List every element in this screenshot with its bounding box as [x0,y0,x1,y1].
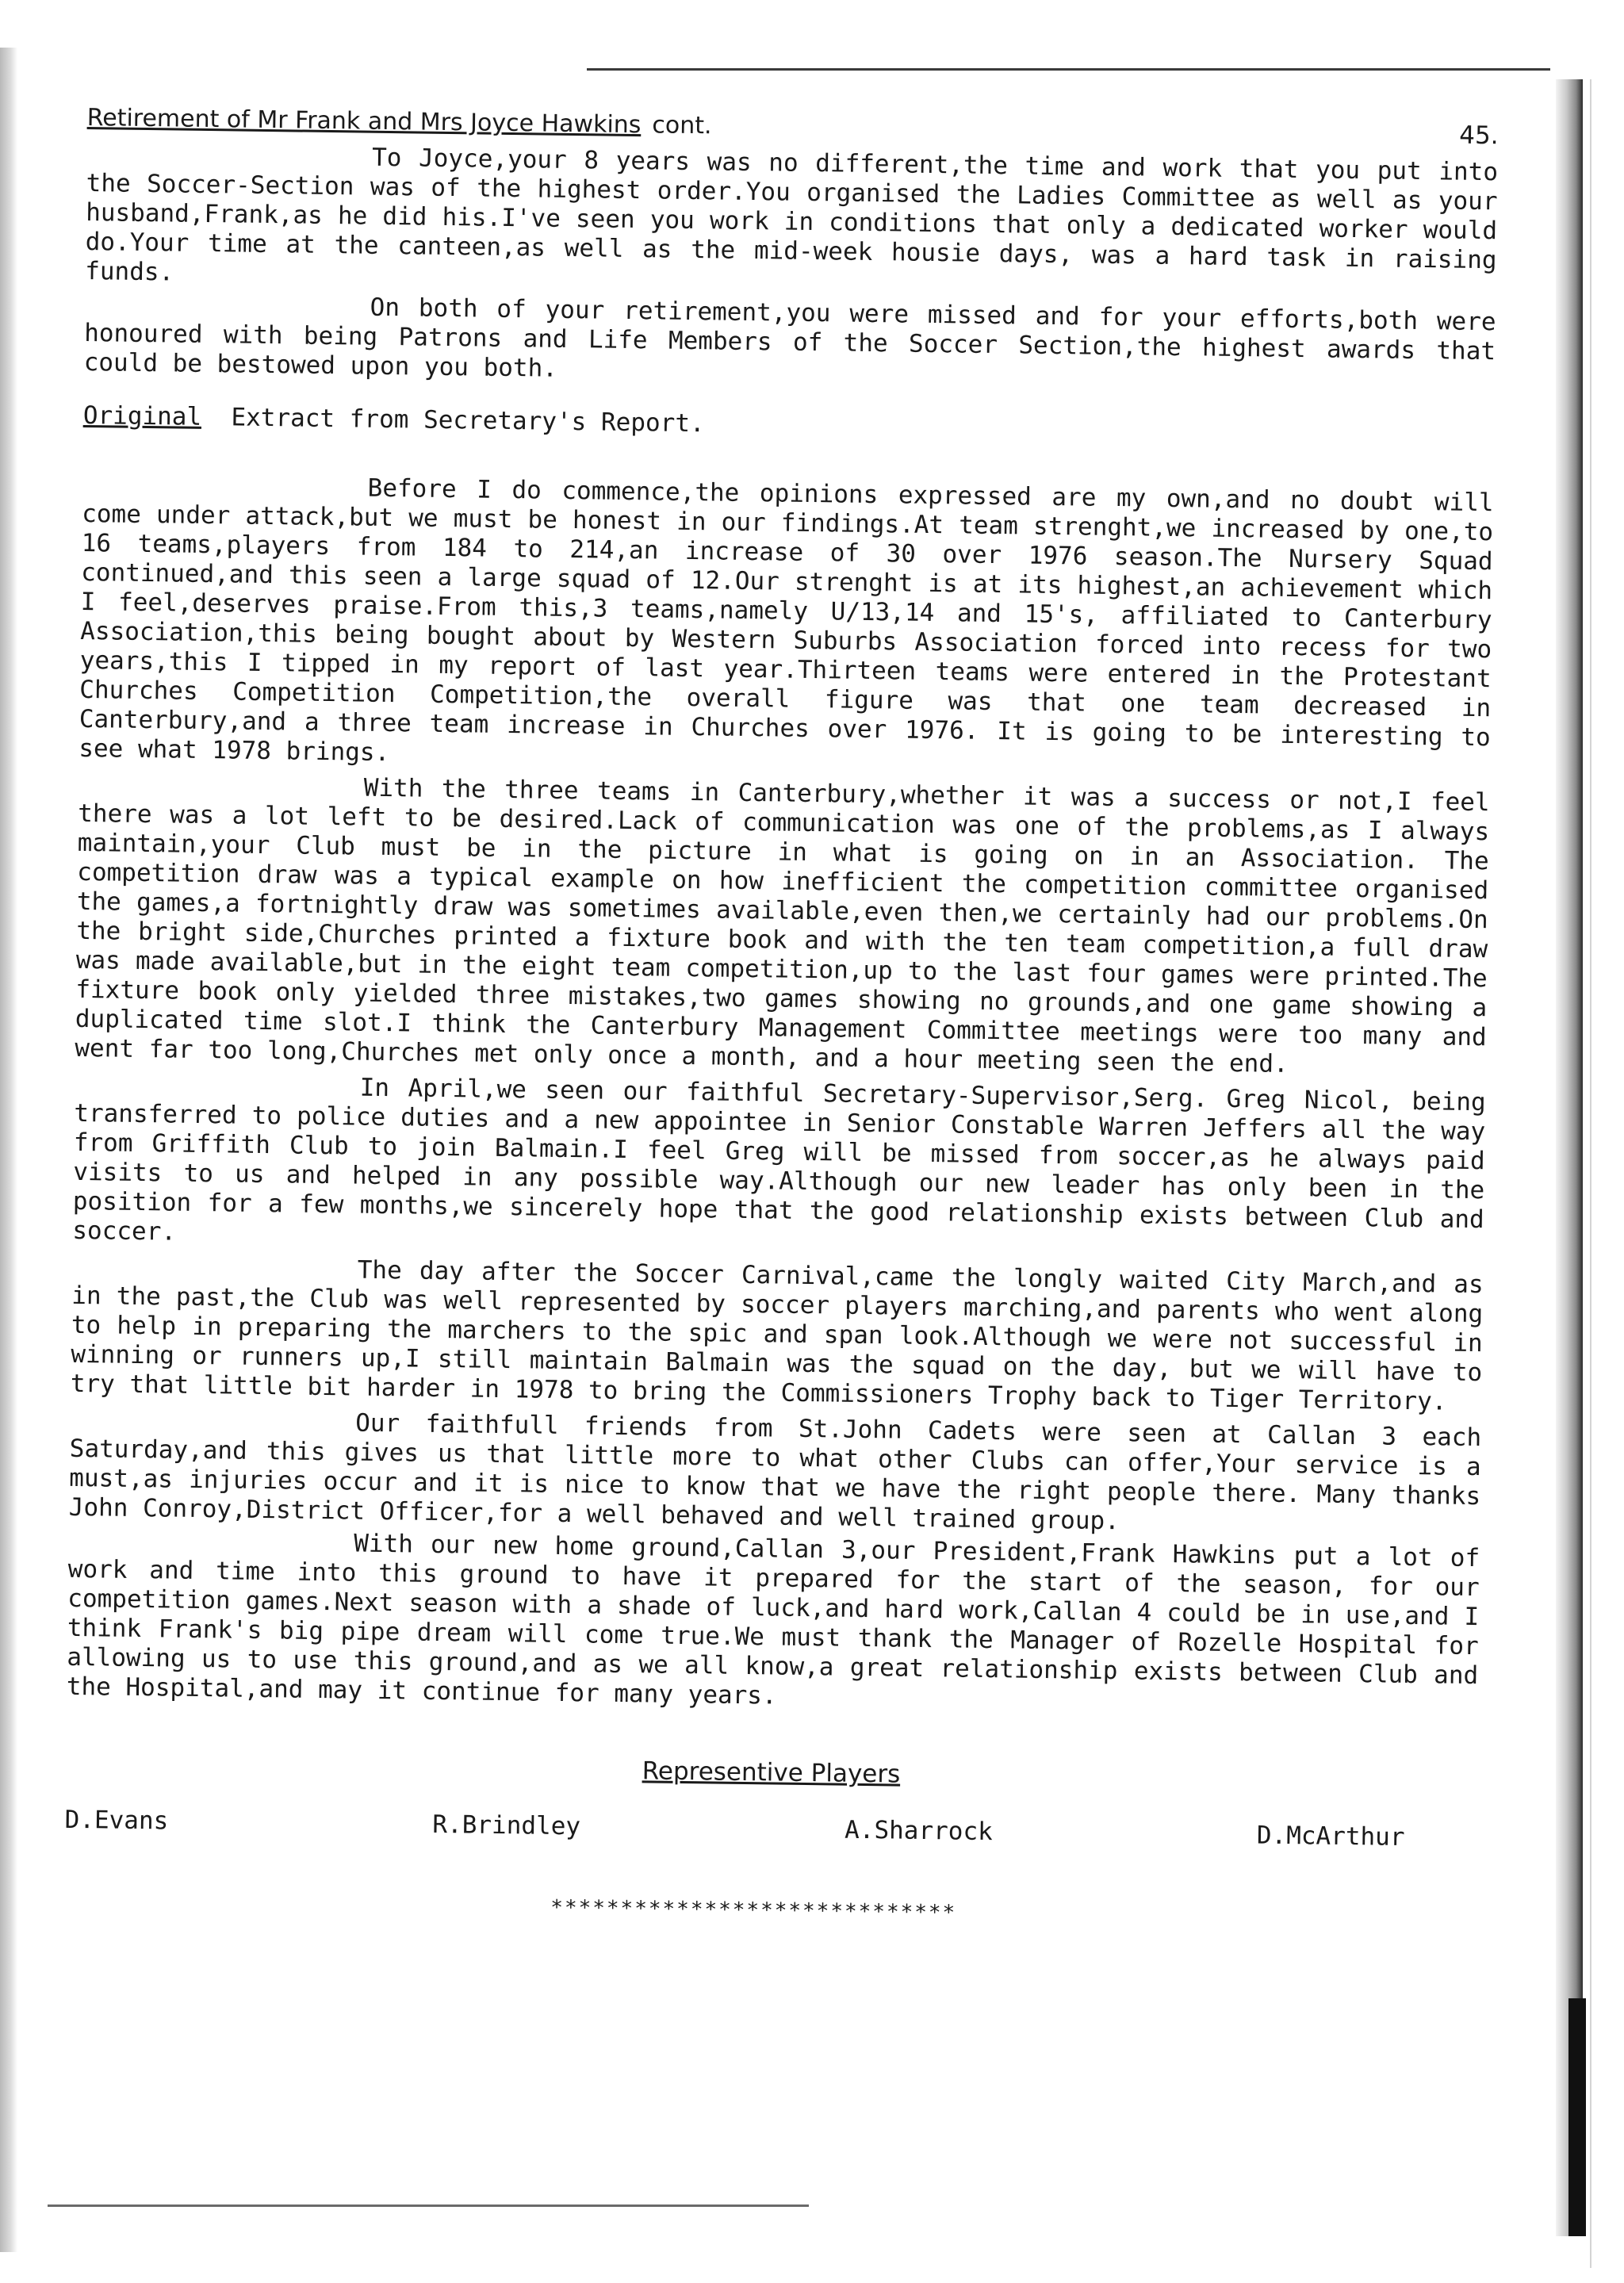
report-paragraph: In April,we seen our faithful Secretary-Supervisor,Serg. Greg Nicol, being transferred to police duties and a new appointee in Senior Constable Warren Jeffers all the way from Griffith Club to join Balmain.I feel Greg will be missed from soccer,as he always paid visits to us and helped in any possible way.Although our new leader has only been in the position for a few months,we sincerely hope that the good relationship exists between Club and soccer. [72,1073,1486,1247]
report-paragraph: With the three teams in Canterbury,whether it was a success or not,I feel there was a lot left to be desired.Lack of communication was one of the problems,as I always maintain,your Club must be in the picture in what is going on in an Association. The competition draw was a typical example on how inefficient the competition committee organised the games,a fortnightly draw was sometimes available,even then,we certainly had our problems.On the bright side,Churches printed a fixture book and with the ten team competition,a full draw was made available,but in the eight team competition,up to the last four games were printed.The fixture book only yielded three mistakes,two games showing no grounds,and one game showing a duplicated time slot.I think the Canterbury Management Committee meetings were too many and went far too long,Churches met only once a month, and a hour meeting seen the end. [75,773,1490,1078]
scan-edge-right-dark [1568,1998,1586,2236]
scan-edge-left [0,48,17,2252]
bottom-rule [48,2204,809,2207]
player-name: D.McArthur [1256,1821,1405,1852]
header-cont: cont. [652,111,712,140]
report-paragraph: Our faithfull friends from St.John Cadets were seen at Callan 3 each Saturday,and this gives us that little more to what other Clubs can offer,Your service is a must,as injuries occur and it is nice to know that we have the right people there. Many thanks John Conroy,District Officer,for a well behaved and well trained group. [68,1408,1482,1536]
binding-line [1590,79,1591,2268]
representatives-list [64,1806,1476,1853]
report-paragraph: With our new home ground,Callan 3,our President,Frank Hawkins put a lot of work and time into this ground to have it prepared for the start of the season, for our competition games.Next season with a shade of luck,and hard work,Callan 4 could be in use,and I think Frank's big pipe dream will come true.We must thank the Manager of Rozelle Hospital for allowing us to use this ground,and as we all know,a great relationship exists between Club and the Hospital,and may it continue for many years. [66,1529,1480,1710]
player-name: A.Sharrock [844,1815,994,1847]
section-title: Extract from Secretary's Report. [231,403,705,439]
player-name: D.Evans [64,1805,169,1836]
top-rule [587,68,1550,71]
scan-edge-right [1556,79,1583,2236]
header-title: Retirement of Mr Frank and Mrs Joyce Hawkins [86,103,642,140]
report-paragraph: The day after the Soccer Carnival,came the longly waited City March,and as in the past,the Club was well represented by soccer players marching,and parents who went along to help in preparing the marchers to the spic and span look.Although we were not successful in winning or runners up,I still maintain Balmain was the squad on the day, but we will have to try that little bit harder in 1978 to bring the Commissioners Trophy back to Tiger Territory. [70,1255,1484,1416]
section-heading [83,401,1495,449]
document-body [63,103,1499,1935]
intro-paragraph: On both of your retirement,you were missed and for your efforts,both were honoured with being Patrons and Life Members of the Soccer Section,the highest awards that could be bestowed upon you both. [83,293,1496,383]
page-number: 45. [1459,121,1499,151]
report-paragraph: Before I do commence,the opinions expressed are my own,and no doubt will come under attack,but we must be honest in our findings.At team strenght,we increased by one,to 16 teams,players from 184 to 214,an increase of 30 over 1976 season.The Nursery Squad continued,and this seen a large squad of 12.Our strenght is at its highest,an achievement which I feel,deserves praise.From this,3 teams,namely U/13,14 and 15's, affiliated to Canterbury Association,this being bought about by Western Suburbs Association forced into recess for two years,this I tipped in my report of last year.Thirteen teams were entered in the Protestant Churches Competition Competition,the overall figure was that one team decreased in Canterbury,and a three team increase in Churches over 1976. It is going to be interesting to see what 1978 brings. [79,473,1494,768]
player-name: R.Brindley [432,1810,581,1841]
footer-stars: ***************************** [550,1895,957,1925]
intro-paragraph: To Joyce,your 8 years was no different,the time and work that you put into the Soccer-Section was of the highest order.You organised the Ladies Committee as well as your husband,Frank,as he did his.I've seen you work in conditions that only a dedicated worker would do.Your time at the canteen,as well as the mid-week housie days, was a hard task in raising funds. [84,143,1499,287]
representatives-title: Representive Players [642,1756,901,1789]
section-label: Original [82,400,202,431]
